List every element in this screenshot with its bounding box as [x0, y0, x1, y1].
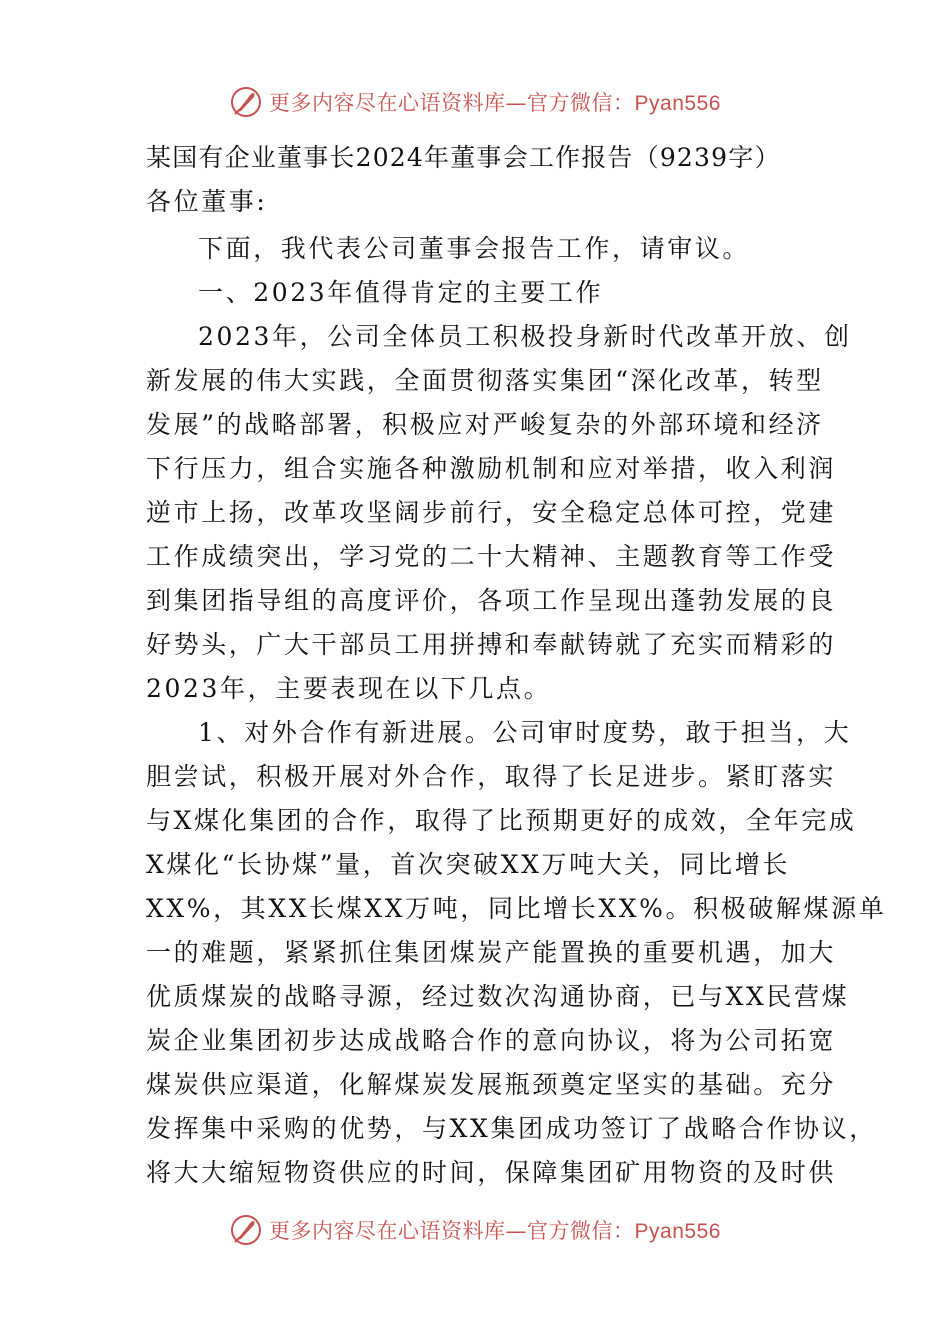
text-line: 将大大缩短物资供应的时间，保障集团矿用物资的及时供: [146, 1158, 837, 1187]
text-line: 煤炭供应渠道，化解煤炭发展瓶颈奠定坚实的基础。充分: [146, 1070, 837, 1099]
report-text: [146, 227, 887, 1195]
text-line: 逆市上扬，改革攻坚阔步前行，安全稳定总体可控，党建: [146, 498, 837, 527]
text-line: 发挥集中采购的优势，与XX集团成功签订了战略合作协议，: [146, 1114, 877, 1143]
text-line: 1、对外合作有新进展。公司审时度势，敢于担当，大: [198, 718, 852, 747]
document-title: 某国有企业董事长2024年董事会工作报告（9239字）: [146, 143, 781, 172]
text-line: XX%，其XX长煤XX万吨，同比增长XX%。积极破解煤源单: [146, 894, 887, 923]
text-line: 下面，我代表公司董事会报告工作，请审议。: [198, 234, 751, 263]
salutation: 各位董事:: [146, 187, 268, 216]
quill-logo-icon: [229, 1213, 263, 1247]
text-line: 好势头，广大干部员工用拼搏和奉献铸就了充实而精彩的: [146, 630, 837, 659]
text-line: 到集团指导组的高度评价，各项工作呈现出蓬勃发展的良: [146, 586, 837, 615]
quill-logo-icon: [229, 85, 263, 119]
text-line: 2023年，主要表现在以下几点。: [146, 674, 552, 703]
header-watermark-banner: [0, 82, 950, 122]
text-line: X煤化“长协煤”量，首次突破XX万吨大关，同比增长: [146, 850, 790, 879]
footer-watermark-banner: [0, 1210, 950, 1250]
banner-text: 更多内容尽在心语资料库—官方微信：Pyan556: [269, 91, 721, 115]
text-line: 优质煤炭的战略寻源，经过数次沟通协商，已与XX民营煤: [146, 982, 850, 1011]
text-line: 与X煤化集团的合作，取得了比预期更好的成效，全年完成: [146, 806, 857, 835]
text-line: 发展”的战略部署，积极应对严峻复杂的外部环境和经济: [146, 410, 824, 439]
text-line: 工作成绩突出，学习党的二十大精神、主题教育等工作受: [146, 542, 837, 571]
text-line: 一、2023年值得肯定的主要工作: [198, 278, 604, 307]
text-line: 胆尝试，积极开展对外合作，取得了长足进步。紧盯落实: [146, 762, 837, 791]
text-line: 炭企业集团初步达成战略合作的意向协议，将为公司拓宽: [146, 1026, 837, 1055]
text-line: 新发展的伟大实践，全面贯彻落实集团“深化改革，转型: [146, 366, 824, 395]
text-line: 下行压力，组合实施各种激励机制和应对举措，收入利润: [146, 454, 837, 483]
text-line: 一的难题，紧紧抓住集团煤炭产能置换的重要机遇，加大: [146, 938, 837, 967]
banner-text: 更多内容尽在心语资料库—官方微信：Pyan556: [269, 1219, 721, 1243]
document-body: [146, 136, 887, 1195]
text-line: 2023年，公司全体员工积极投身新时代改革开放、创: [198, 322, 852, 351]
